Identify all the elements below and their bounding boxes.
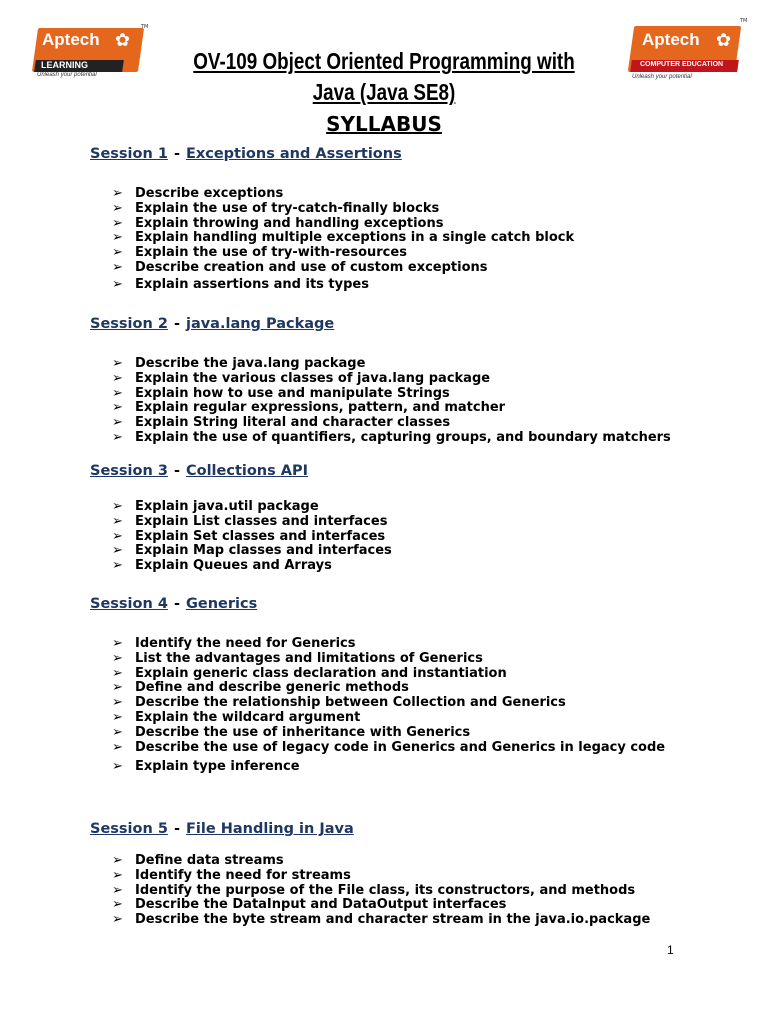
list-item-text: Explain Map classes and interfaces <box>135 543 392 559</box>
list-item-text: Explain generic class declaration and instantiation <box>135 665 507 681</box>
list-item <box>112 231 574 246</box>
arrow-bullet-icon: ➢ <box>112 759 123 775</box>
arrow-bullet-icon: ➢ <box>112 543 123 559</box>
list-item <box>112 760 665 775</box>
list-item <box>112 869 650 884</box>
session-topic: File Handling in Java <box>185 821 354 837</box>
session-heading <box>90 821 354 837</box>
arrow-bullet-icon: ➢ <box>112 215 123 231</box>
session-topic: java.lang Package <box>185 316 335 332</box>
trademark-mark: TM <box>740 18 748 24</box>
list-item-text: Explain Queues and Arrays <box>135 558 332 574</box>
session-label: Session 2 <box>90 316 168 332</box>
list-item-text: Explain Set classes and interfaces <box>135 528 386 544</box>
list-item <box>112 431 671 446</box>
list-item-text: Explain how to use and manipulate Strings <box>135 385 450 401</box>
list-item <box>112 357 671 372</box>
list-item-text: Describe the relationship between Collection and Generics <box>135 695 566 711</box>
logo-sub-text: COMPUTER EDUCATION <box>640 61 724 68</box>
list-item-text: Describe the use of legacy code in Generics and Generics in legacy code <box>135 739 666 755</box>
list-item-text: Explain List classes and interfaces <box>135 513 388 529</box>
list-item <box>112 401 671 416</box>
session-objectives-list <box>112 854 650 928</box>
list-item-text: Identify the purpose of the File class, its constructors, and methods <box>135 882 636 898</box>
list-item <box>112 898 650 913</box>
arrow-bullet-icon: ➢ <box>112 680 123 696</box>
session-separator: - <box>173 146 180 162</box>
list-item <box>112 387 671 402</box>
arrow-bullet-icon: ➢ <box>112 695 123 711</box>
list-item <box>112 217 574 232</box>
list-item <box>112 913 650 928</box>
list-item-text: Explain the use of try-with-resources <box>135 245 407 261</box>
list-item-text: Explain java.util package <box>135 499 319 514</box>
logo-brand-text: Aptech <box>42 30 100 49</box>
session-objectives-list <box>112 500 392 574</box>
list-item-text: Describe the java.lang package <box>135 356 366 371</box>
list-item-text: Explain assertions and its types <box>135 276 369 292</box>
aptech-learning-logo <box>29 24 149 80</box>
list-item <box>112 372 671 387</box>
list-item-text: Explain handling multiple exceptions in a single catch block <box>135 230 575 246</box>
list-item-text: Explain String literal and character classes <box>135 415 451 431</box>
arrow-bullet-icon: ➢ <box>112 882 123 898</box>
arrow-bullet-icon: ➢ <box>112 356 123 371</box>
session-objectives-list <box>112 187 574 293</box>
arrow-bullet-icon: ➢ <box>112 912 123 928</box>
list-item <box>112 278 574 293</box>
session-label: Session 5 <box>90 821 168 837</box>
session-separator: - <box>173 463 180 479</box>
list-item <box>112 652 665 667</box>
list-item <box>112 187 574 202</box>
arrow-bullet-icon: ➢ <box>112 528 123 544</box>
arrow-bullet-icon: ➢ <box>112 276 123 292</box>
list-item <box>112 544 392 559</box>
arrow-bullet-icon: ➢ <box>112 853 123 868</box>
list-item <box>112 416 671 431</box>
list-item-text: Identify the need for Generics <box>135 636 356 651</box>
list-item-text: Explain the use of quantifiers, capturing groups, and boundary matchers <box>135 429 671 445</box>
list-item-text: Explain the various classes of java.lang package <box>135 370 491 386</box>
session-heading <box>90 463 308 479</box>
list-item <box>112 884 650 899</box>
list-item-text: Explain throwing and handling exceptions <box>135 215 444 231</box>
list-item <box>112 681 665 696</box>
arrow-bullet-icon: ➢ <box>112 230 123 246</box>
arrow-bullet-icon: ➢ <box>112 415 123 431</box>
list-item <box>112 637 665 652</box>
session-objectives-list <box>112 357 671 446</box>
list-item-text: List the advantages and limitations of Generics <box>135 650 483 666</box>
list-item <box>112 854 650 869</box>
list-item-text: Describe the DataInput and DataOutput interfaces <box>135 897 507 913</box>
logo-brand-text: Aptech <box>642 30 700 49</box>
list-item <box>112 246 574 261</box>
paw-icon: ✿ <box>716 30 732 51</box>
list-item <box>112 559 392 574</box>
list-item-text: Explain type inference <box>135 759 300 775</box>
list-item-text: Define and describe generic methods <box>135 680 409 696</box>
session-topic: Generics <box>185 596 258 612</box>
aptech-computer-education-logo <box>628 18 748 82</box>
session-separator: - <box>173 596 180 612</box>
list-item <box>112 500 392 515</box>
session-separator: - <box>173 316 180 332</box>
list-item-text: Explain regular expressions, pattern, and matcher <box>135 400 506 416</box>
session-label: Session 3 <box>90 463 168 479</box>
session-heading <box>90 316 334 332</box>
list-item <box>112 726 665 741</box>
logo-tagline: Unleash your potential <box>37 72 97 78</box>
list-item-text: Describe exceptions <box>135 186 284 201</box>
arrow-bullet-icon: ➢ <box>112 724 123 740</box>
session-objectives-list <box>112 637 665 775</box>
arrow-bullet-icon: ➢ <box>112 499 123 514</box>
document-title-line-1: OV-109 Object Oriented Programming with <box>193 48 575 74</box>
arrow-bullet-icon: ➢ <box>112 897 123 913</box>
list-item-text: Explain the use of try-catch-finally blocks <box>135 200 440 216</box>
list-item <box>112 667 665 682</box>
session-separator: - <box>173 821 180 837</box>
arrow-bullet-icon: ➢ <box>112 385 123 401</box>
list-item <box>112 696 665 711</box>
arrow-bullet-icon: ➢ <box>112 259 123 275</box>
logo-tagline: Unleash your potential <box>632 74 692 80</box>
arrow-bullet-icon: ➢ <box>112 709 123 725</box>
arrow-bullet-icon: ➢ <box>112 429 123 445</box>
session-topic: Exceptions and Assertions <box>185 146 402 162</box>
session-heading <box>90 596 257 612</box>
arrow-bullet-icon: ➢ <box>112 867 123 883</box>
arrow-bullet-icon: ➢ <box>112 370 123 386</box>
arrow-bullet-icon: ➢ <box>112 739 123 755</box>
list-item-text: Describe the use of inheritance with Generics <box>135 724 471 740</box>
list-item-text: Identify the need for streams <box>135 867 351 883</box>
arrow-bullet-icon: ➢ <box>112 200 123 216</box>
arrow-bullet-icon: ➢ <box>112 245 123 261</box>
list-item-text: Describe creation and use of custom exceptions <box>135 259 488 275</box>
trademark-mark: TM <box>141 24 149 30</box>
list-item-text: Define data streams <box>135 853 284 868</box>
session-label: Session 1 <box>90 146 168 162</box>
arrow-bullet-icon: ➢ <box>112 650 123 666</box>
list-item <box>112 711 665 726</box>
logo-sub-text: LEARNING <box>41 60 88 70</box>
list-item <box>112 741 665 756</box>
session-topic: Collections API <box>185 463 309 479</box>
paw-icon: ✿ <box>115 30 131 51</box>
session-label: Session 4 <box>90 596 168 612</box>
list-item-text: Describe the byte stream and character stream in the java.io.package <box>135 912 651 928</box>
list-item <box>112 530 392 545</box>
session-heading <box>90 146 402 162</box>
document-title-line-2: Java (Java SE8) <box>312 79 456 105</box>
list-item <box>112 515 392 530</box>
syllabus-heading: SYLLABUS <box>326 112 442 136</box>
arrow-bullet-icon: ➢ <box>112 636 123 651</box>
page-number: 1 <box>667 943 674 957</box>
arrow-bullet-icon: ➢ <box>112 665 123 681</box>
arrow-bullet-icon: ➢ <box>112 558 123 574</box>
list-item <box>112 261 574 276</box>
arrow-bullet-icon: ➢ <box>112 513 123 529</box>
arrow-bullet-icon: ➢ <box>112 186 123 201</box>
list-item <box>112 202 574 217</box>
arrow-bullet-icon: ➢ <box>112 400 123 416</box>
list-item-text: Explain the wildcard argument <box>135 709 361 725</box>
